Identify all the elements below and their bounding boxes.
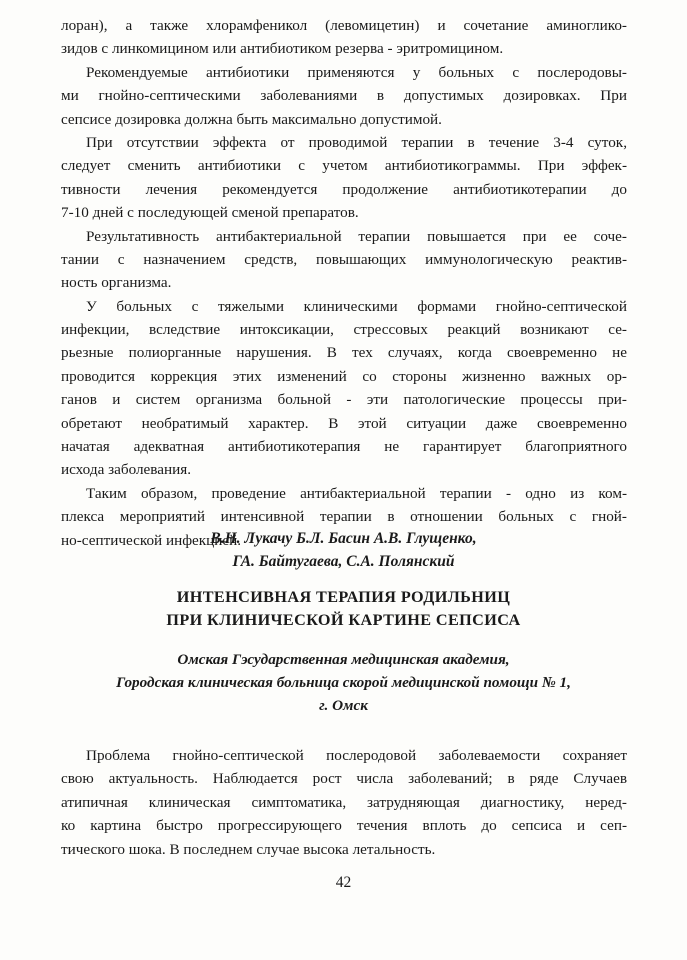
text-line: инфекции, вследствие интоксикации, стрессовых реакций возникают се- [61,321,627,339]
text-line: следует сменить антибиотики с учетом антибиотикограммы. При эффек- [61,157,627,175]
text-line: зидов с линкомицином или антибиотиком резерва - эритромицином. [61,40,504,58]
text-line: У больных с тяжелыми клиническими формами гнойно-септической [86,297,627,315]
affiliation-line: Омская Гэсударственная медицинская академия, [177,651,510,668]
affiliation-line: Городская клиническая больница скорой медицинской помощи № 1, [116,674,571,691]
text-line: тании с назначением средств, повышающих иммунологическую реактив- [61,250,627,268]
text-line: рьезные полиорганные нарушения. В тех случаях, когда своевременно не [61,344,627,362]
text-line: тивности лечения рекомендуется продолжение антибиотикотерапии до [61,180,627,198]
text-line: проводится коррекция этих изменений со стороны жизненно важных ор- [61,367,627,385]
article-title [0,586,687,632]
text-line: Таким образом, проведение антибактериальной терапии - одно из ком- [86,484,627,502]
article-authors [0,527,687,573]
text-line: Рекомендуемые антибиотики применяются у больных с послеродовы- [86,63,627,81]
authors-line: В.Н. Лукачу Б.Л. Басин А.В. Глущенко, [210,530,477,547]
text-line: Результативность антибактериальной терапии повышается при ее соче- [86,227,627,245]
text-line: ко картина быстро прогрессирующего течения вплоть до сепсиса и сеп- [61,817,627,835]
body-text-bottom [61,744,627,861]
text-line: Проблема гнойно-септической послеродовой заболеваемости сохраняет [86,747,627,764]
text-line: свою актуальность. Наблюдается рост числа заболеваний; в ряде Случаев [61,770,627,788]
text-line: ганов и систем организма больной - эти патологические процессы при- [61,391,627,409]
text-line: исхода заболевания. [61,461,192,479]
text-line: лоран), а также хлорамфеникол (левомицетин) и сочетание аминоглико- [61,17,627,34]
title-line: ПРИ КЛИНИЧЕСКОЙ КАРТИНЕ СЕПСИСА [166,611,521,629]
page-number: 42 [335,874,352,891]
authors-line: ГА. Байтугаева, С.А. Полянский [232,553,455,570]
affiliation-line: г. Омск [319,697,368,714]
text-line: начатая адекватная антибиотикотерапия не гарантирует благоприятного [61,438,627,456]
title-line: ИНТЕНСИВНАЯ ТЕРАПИЯ РОДИЛЬНИЦ [176,588,511,606]
text-line: атипичная клиническая симптоматика, затрудняющая диагностику, неред- [61,793,627,811]
body-text-top [61,14,627,552]
text-line: 7-10 дней с последующей сменой препаратов. [61,204,359,222]
text-line: ми гнойно-септическими заболеваниями в допустимых дозировках. При [61,87,627,105]
article-affiliation [0,648,687,717]
text-line: При отсутствии эффекта от проводимой терапии в течение 3-4 суток, [86,133,627,151]
text-line: обретают необратимый характер. В этой ситуации даже своевременно [61,414,627,432]
text-line: плекса мероприятий интенсивной терапии в отношении больных с гной- [61,508,627,526]
text-line: тического шока. В последнем случае высока летальность. [61,840,436,858]
text-line: но-септической инфекцией. [61,531,242,549]
text-line: ность организма. [61,274,172,292]
text-line: сепсисе дозировка должна быть максимально допустимой. [61,110,442,128]
